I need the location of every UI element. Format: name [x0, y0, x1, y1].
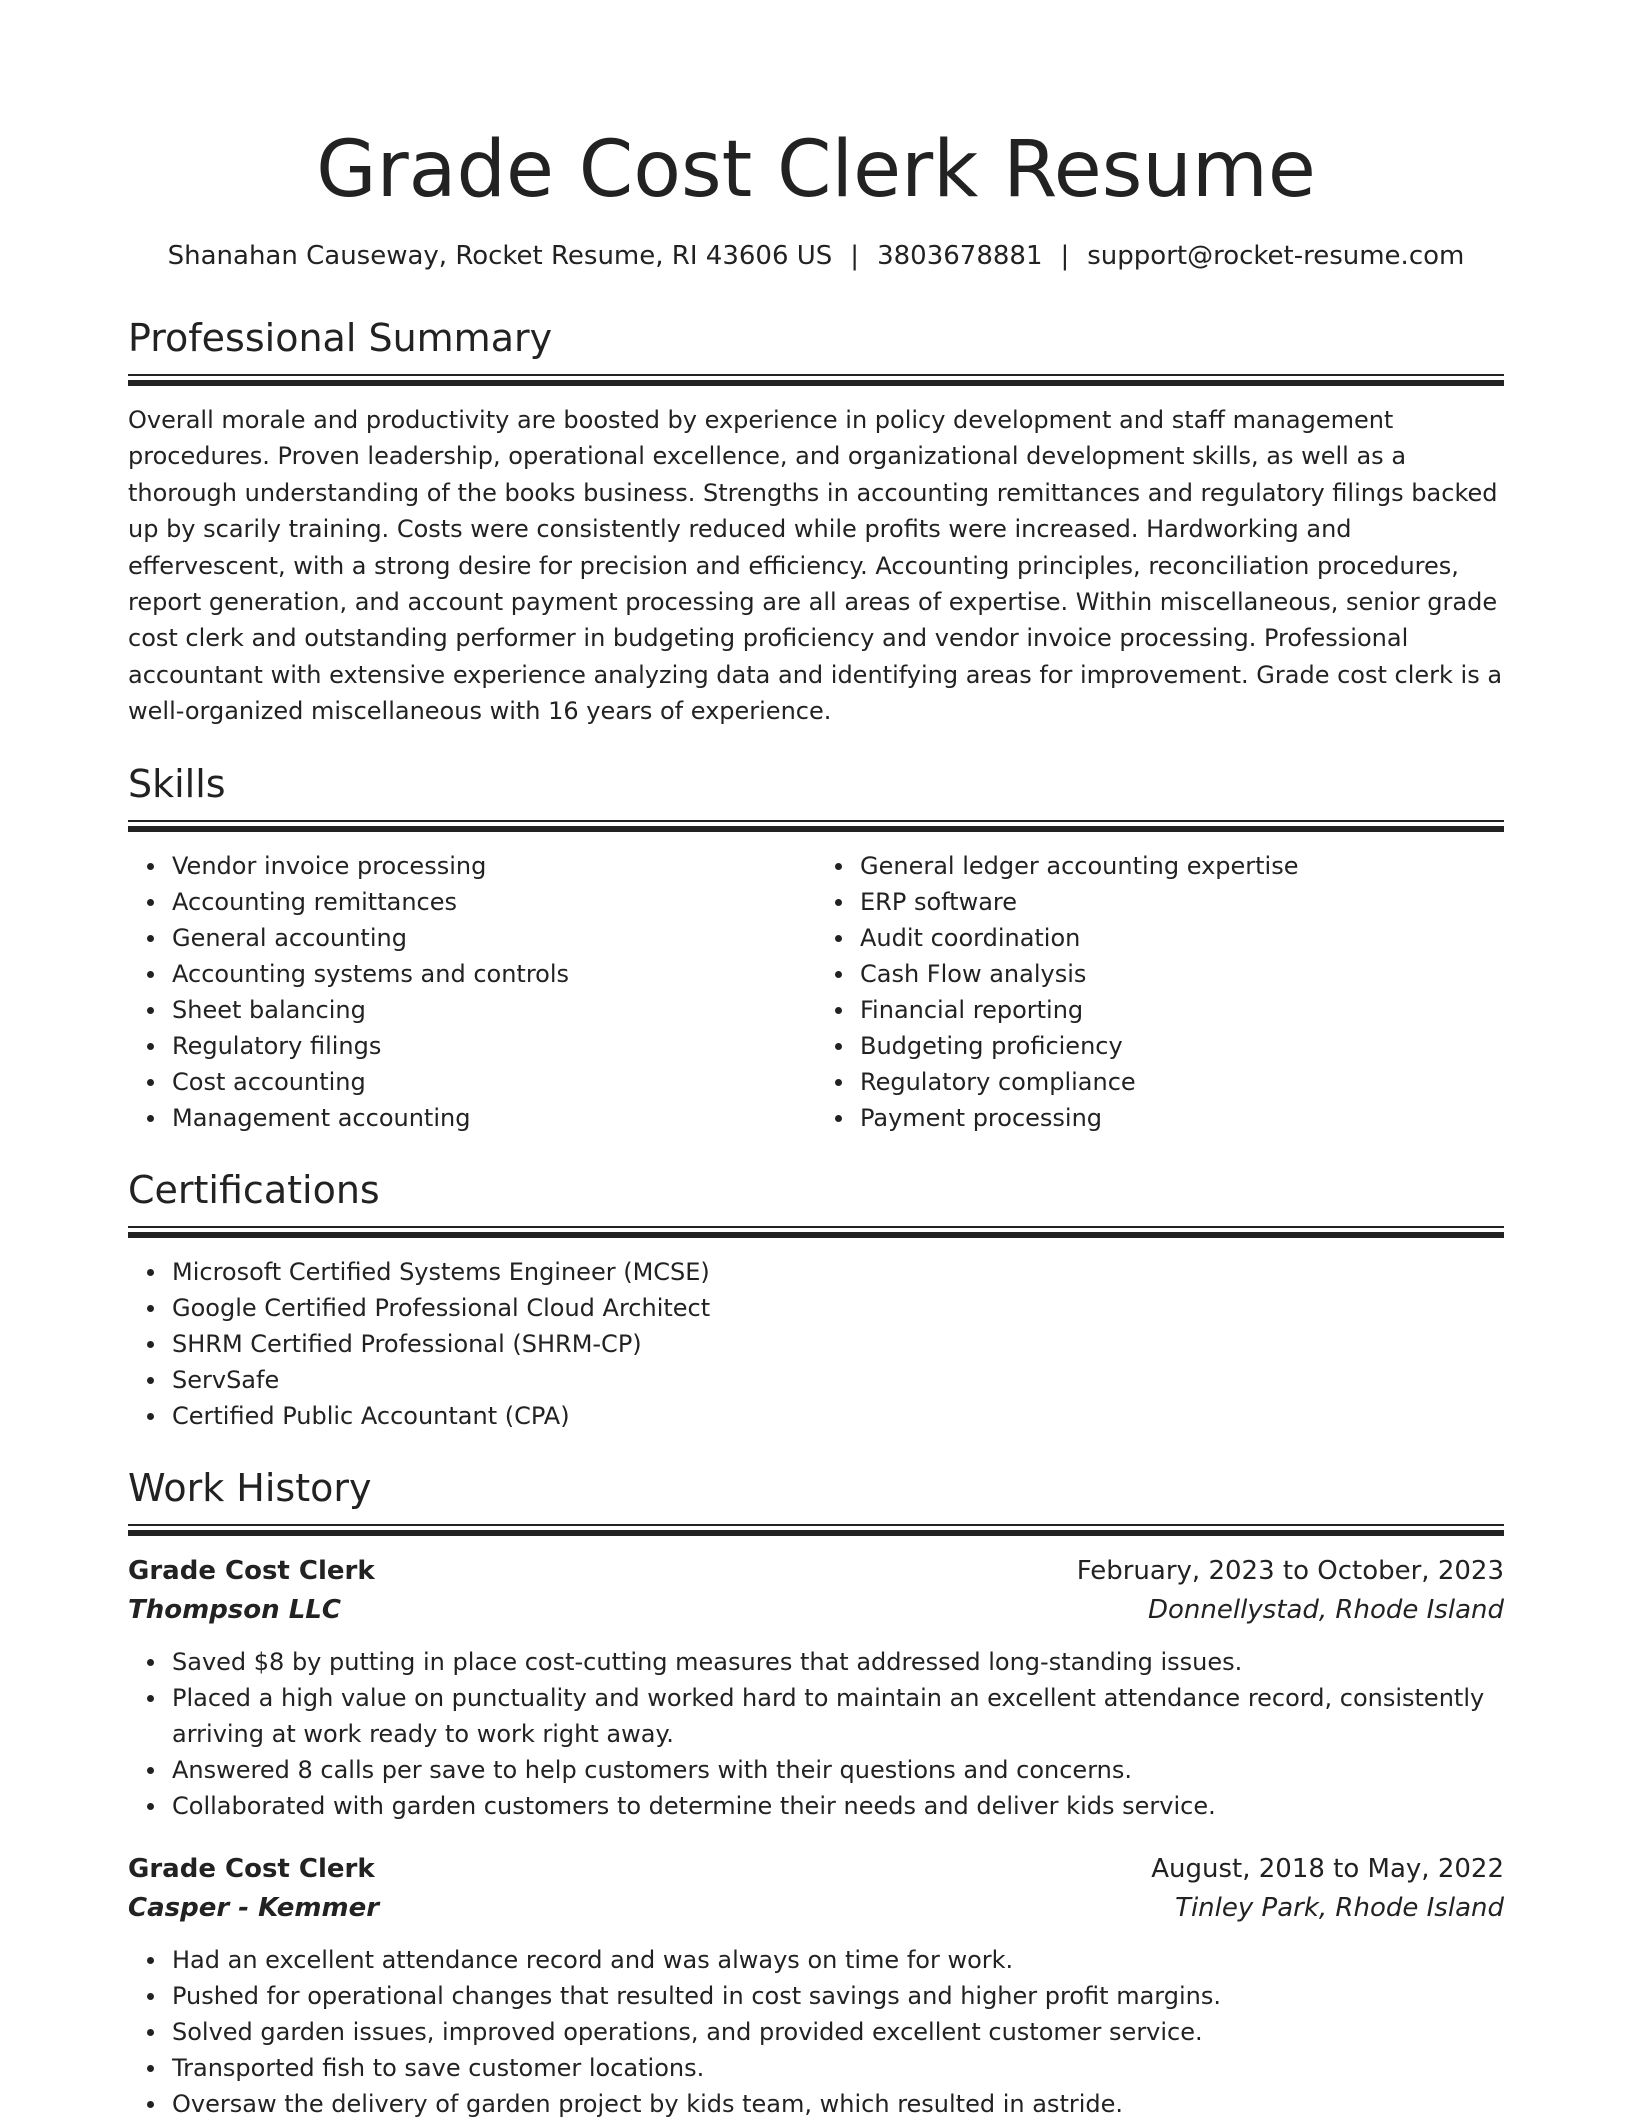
job-duty-item: Transported fish to save customer locations. [172, 2050, 1504, 2086]
skill-item: Vendor invoice processing [172, 848, 816, 884]
skill-item: Regulatory compliance [860, 1064, 1504, 1100]
job-title: Grade Cost Clerk [128, 1853, 375, 1884]
job-entry [128, 1850, 1504, 2122]
work-history-section [128, 1464, 1504, 2122]
job-duty-item: Pushed for operational changes that resulted in cost savings and higher profit margins. [172, 1978, 1504, 2014]
skills-section [128, 760, 1504, 1136]
job-company: Thompson LLC [128, 1594, 341, 1625]
certification-item: Microsoft Certified Systems Engineer (MCSE) [172, 1254, 1504, 1290]
skills-right-list [816, 848, 1504, 1136]
certification-item: ServSafe [172, 1362, 1504, 1398]
skill-item: Regulatory filings [172, 1028, 816, 1064]
resume-title: Grade Cost Clerk Resume [316, 125, 1316, 215]
section-divider [128, 374, 1504, 386]
summary-heading: Professional Summary [128, 316, 553, 360]
work-history-heading: Work History [128, 1465, 372, 1510]
contact-email: support@rocket-resume.com [1087, 241, 1465, 271]
job-title: Grade Cost Clerk [128, 1555, 375, 1586]
contact-separator: | [850, 241, 860, 271]
job-duty-item: Solved garden issues, improved operations, and provided excellent customer service. [172, 2014, 1504, 2050]
job-location: Tinley Park, Rhode Island [1175, 1892, 1504, 1923]
section-divider [128, 1226, 1504, 1238]
job-duty-item: Had an excellent attendance record and was always on time for work. [172, 1942, 1504, 1978]
job-duty-item: Oversaw the delivery of garden project by kids team, which resulted in astride. [172, 2086, 1504, 2122]
skill-item: Budgeting proficiency [860, 1028, 1504, 1064]
job-entry [128, 1552, 1504, 1824]
job-dates: August, 2018 to May, 2022 [1151, 1853, 1504, 1884]
contact-line [128, 238, 1504, 274]
skill-item: ERP software [860, 884, 1504, 920]
job-duty-item: Answered 8 calls per save to help customers with their questions and concerns. [172, 1752, 1504, 1788]
job-location: Donnellystad, Rhode Island [1148, 1594, 1504, 1625]
certifications-heading: Certifications [128, 1167, 380, 1212]
skills-left-list [128, 848, 816, 1136]
certification-item: Google Certified Professional Cloud Architect [172, 1290, 1504, 1326]
job-duties-list [128, 1644, 1504, 1824]
skill-item: Accounting systems and controls [172, 956, 816, 992]
section-divider [128, 1524, 1504, 1536]
summary-section [128, 314, 1504, 730]
job-duty-item: Saved $8 by putting in place cost-cutting measures that addressed long-standing issues. [172, 1644, 1504, 1680]
job-company: Casper - Kemmer [128, 1892, 380, 1923]
contact-address: Shanahan Causeway, Rocket Resume, RI 43606 US [167, 241, 833, 271]
certifications-section [128, 1166, 1504, 1434]
contact-phone: 3803678881 [877, 241, 1043, 271]
skill-item: Accounting remittances [172, 884, 816, 920]
skill-item: Management accounting [172, 1100, 816, 1136]
skill-item: Payment processing [860, 1100, 1504, 1136]
skill-item: General accounting [172, 920, 816, 956]
skill-item: General ledger accounting expertise [860, 848, 1504, 884]
section-divider [128, 820, 1504, 832]
certification-item: Certified Public Accountant (CPA) [172, 1398, 1504, 1434]
summary-text: Overall morale and productivity are boosted by experience in policy development and staff management procedures. Proven leadership, operational excellence, and organizational development skills, as well as a thorough understanding of the books business. Strengths in accounting remittances and regulatory filings backed up by scarily training. Costs were consistently reduced while profits were increased. Hardworking and effervescent, with a strong desire for precision and efficiency. Accounting principles, reconciliation procedures, report generation, and account payment processing are all areas of expertise. Within miscellaneous, senior grade cost clerk and outstanding performer in budgeting proficiency and vendor invoice processing. Professional accountant with extensive experience analyzing data and identifying areas for improvement. Grade cost clerk is a well-organized miscellaneous with 16 years of experience. [128, 406, 1503, 726]
job-dates: February, 2023 to October, 2023 [1076, 1555, 1504, 1586]
contact-separator: | [1060, 241, 1070, 271]
skills-heading: Skills [128, 761, 226, 806]
skill-item: Audit coordination [860, 920, 1504, 956]
skill-item: Sheet balancing [172, 992, 816, 1028]
certification-item: SHRM Certified Professional (SHRM-CP) [172, 1326, 1504, 1362]
skills-grid [128, 848, 1504, 1136]
job-duty-item: Collaborated with garden customers to determine their needs and deliver kids service. [172, 1788, 1504, 1824]
job-duties-list [128, 1942, 1504, 2122]
skill-item: Cash Flow analysis [860, 956, 1504, 992]
skill-item: Financial reporting [860, 992, 1504, 1028]
job-duty-item: Placed a high value on punctuality and worked hard to maintain an excellent attendance record, consistently arriving at work ready to work right away. [172, 1680, 1504, 1752]
certifications-list [128, 1254, 1504, 1434]
skill-item: Cost accounting [172, 1064, 816, 1100]
